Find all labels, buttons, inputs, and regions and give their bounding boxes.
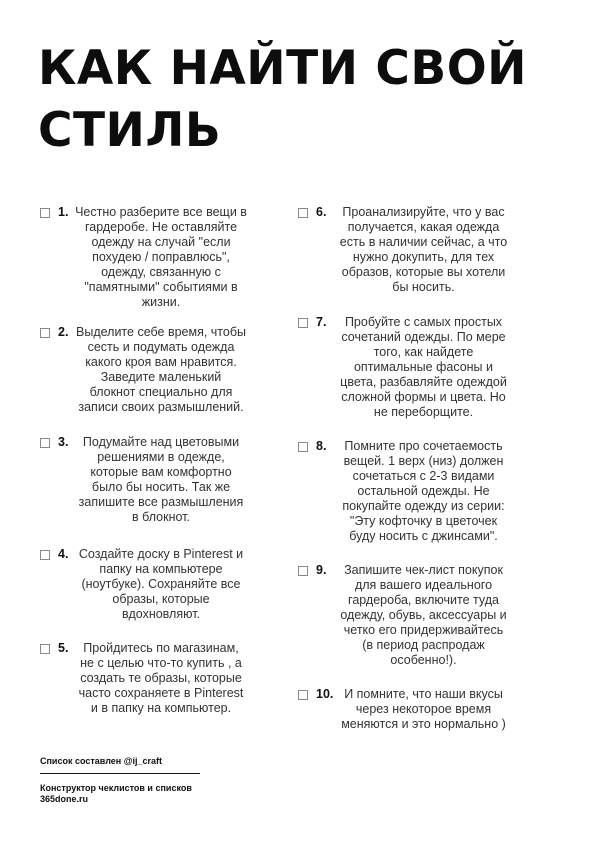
checklist-item-9 bbox=[296, 563, 531, 687]
checklist-item-8 bbox=[296, 439, 531, 563]
checklist-item-1 bbox=[38, 205, 273, 325]
item-number: 3. bbox=[58, 435, 69, 449]
checklist-item-4 bbox=[38, 547, 273, 641]
checkbox[interactable] bbox=[298, 208, 308, 218]
checklist-item-3 bbox=[38, 435, 273, 547]
checklist-item-6 bbox=[296, 205, 531, 315]
title-line-2: СТИЛЬ bbox=[38, 103, 222, 158]
checkbox[interactable] bbox=[40, 328, 50, 338]
constructor-line-1: Конструктор чеклистов и списков bbox=[40, 783, 192, 793]
checklist-item-5 bbox=[38, 641, 273, 716]
item-number: 1. bbox=[58, 205, 69, 219]
item-number: 8. bbox=[316, 439, 327, 453]
checkbox[interactable] bbox=[40, 208, 50, 218]
item-text: Подумайте над цветовыми решениями в одежде, которые вам комфортно было бы носить. Так же запишите все размышления в блокнот. bbox=[78, 435, 244, 524]
checkbox[interactable] bbox=[40, 438, 50, 448]
footer-divider bbox=[40, 773, 200, 774]
author-credit: Список составлен @ij_craft bbox=[40, 756, 163, 766]
item-text: Выделите себе время, чтобы сесть и подумать одежда какого кроя вам нравится. Заведите маленький блокнот специально для записи своих размышлений. bbox=[76, 325, 246, 414]
item-text: Запишите чек-лист покупок для вашего идеального гардероба, включите туда одежду, обувь, аксессуары и четко его придерживайтесь (в период распродаж особенно!). bbox=[340, 563, 507, 667]
item-number: 10. bbox=[316, 687, 334, 701]
item-number: 7. bbox=[316, 315, 327, 329]
title-line-1: КАК НАЙТИ СВОЙ bbox=[38, 41, 527, 96]
item-number: 6. bbox=[316, 205, 327, 219]
checkbox[interactable] bbox=[298, 690, 308, 700]
item-text: Проанализируйте, что у вас получается, какая одежда есть в наличии сейчас, а что нужно докупить, для тех образов, которые вы хотели бы носить. bbox=[339, 205, 508, 294]
checkbox[interactable] bbox=[298, 318, 308, 328]
checklist-item-7 bbox=[296, 315, 531, 439]
page-title bbox=[38, 38, 578, 162]
item-text: И помните, что наши вкусы через некоторое время меняются и это нормально ) bbox=[341, 687, 506, 731]
checklist-column-right bbox=[296, 205, 531, 732]
item-text: Создайте доску в Pinterest и папку на компьютере (ноутбуке). Сохраняйте все образы, которые вдохновляют. bbox=[78, 547, 244, 621]
checklist-item-2 bbox=[38, 325, 273, 435]
item-text: Пробуйте с самых простых сочетаний одежды. По мере того, как найдете оптимальные фасоны и цвета, разбавляйте одеждой сложной формы и цвета. Но не переборщите. bbox=[340, 315, 507, 419]
checkbox[interactable] bbox=[40, 550, 50, 560]
constructor-site-link[interactable]: 365done.ru bbox=[40, 794, 89, 804]
checklist-item-10 bbox=[296, 687, 531, 732]
checkbox[interactable] bbox=[298, 566, 308, 576]
item-number: 9. bbox=[316, 563, 327, 577]
item-text: Помните про сочетаемость вещей. 1 верх (низ) должен сочетаться с 2-3 видами остальной одежды. Не покупайте одежду из серии: "Эту кофточку в цветочек буду носить с джинсами". bbox=[342, 439, 505, 543]
checkbox[interactable] bbox=[40, 644, 50, 654]
item-text: Пройдитесь по магазинам, не с целью что-то купить , а создать те образы, которые часто сохраняете в Pinterest и в папку на компьютер. bbox=[78, 641, 244, 715]
constructor-credit bbox=[40, 783, 240, 805]
checkbox[interactable] bbox=[298, 442, 308, 452]
item-number: 2. bbox=[58, 325, 69, 339]
checklist-column-left bbox=[38, 205, 273, 716]
item-number: 4. bbox=[58, 547, 69, 561]
item-number: 5. bbox=[58, 641, 69, 655]
item-text: Честно разберите все вещи в гардеробе. Не оставляйте одежду на случай "если похудею / поправлюсь", одежду, связанную с "памятными" событиями в жизни. bbox=[75, 205, 247, 309]
